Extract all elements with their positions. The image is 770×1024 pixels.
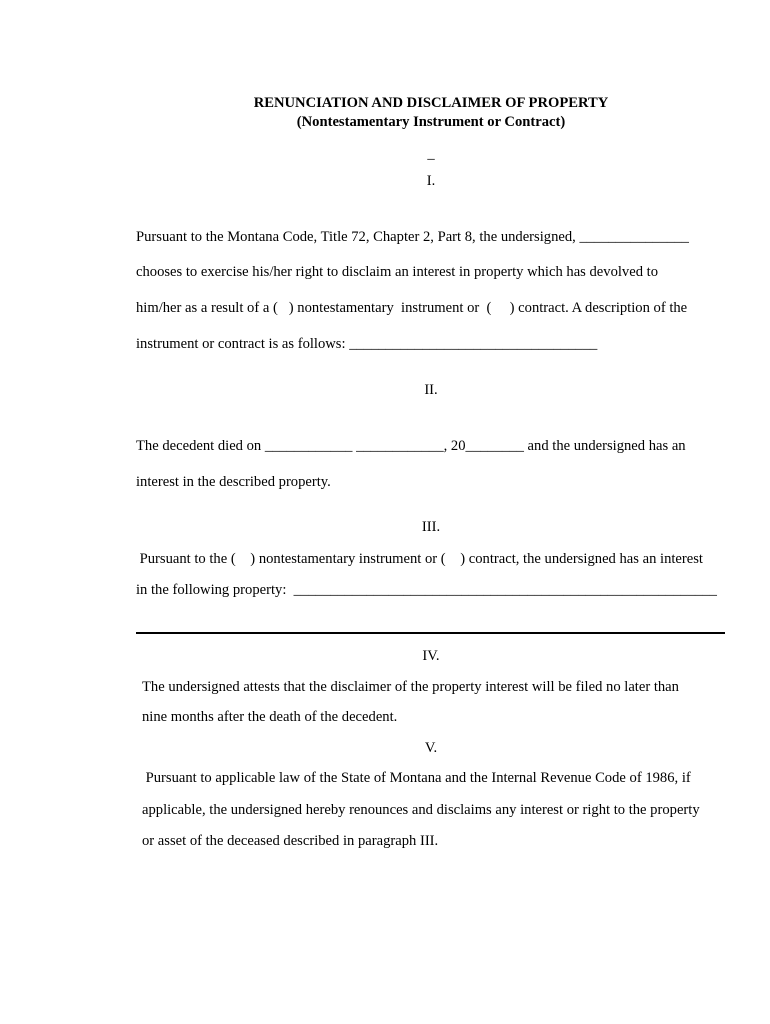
section-heading-3: III.: [421, 519, 441, 535]
section-5-line: applicable, the undersigned hereby renounces and disclaims any interest or right to the property: [142, 802, 700, 818]
title-dash: _: [427, 146, 435, 162]
section-5-line: Pursuant to applicable law of the State of Montana and the Internal Revenue Code of 1986, if: [142, 770, 691, 786]
section-heading-4: IV.: [422, 648, 440, 664]
section-heading-5: V.: [424, 740, 438, 756]
section-1-line: instrument or contract is as follows: __________________________________: [136, 336, 598, 352]
section-1-line: chooses to exercise his/her right to disclaim an interest in property which has devolved to: [136, 264, 658, 280]
document-subtitle: (Nontestamentary Instrument or Contract): [296, 114, 566, 130]
section-2-line: The decedent died on ____________ ____________, 20________ and the undersigned has an: [136, 438, 686, 454]
horizontal-rule: [136, 632, 725, 634]
section-1-line: Pursuant to the Montana Code, Title 72, Chapter 2, Part 8, the undersigned, _______________: [136, 229, 689, 245]
section-heading-2: II.: [424, 382, 438, 398]
section-2-line: interest in the described property.: [136, 474, 331, 490]
section-3-line: in the following property: __________________________________________________________: [136, 582, 717, 598]
section-3-line: Pursuant to the ( ) nontestamentary instrument or ( ) contract, the undersigned has an interest: [136, 551, 703, 567]
section-1-line: him/her as a result of a ( ) nontestamentary instrument or ( ) contract. A description of the: [136, 300, 688, 316]
section-heading-1: I.: [426, 173, 436, 189]
section-4-line: nine months after the death of the decedent.: [142, 709, 398, 725]
document-title: RENUNCIATION AND DISCLAIMER OF PROPERTY: [253, 95, 609, 111]
section-4-line: The undersigned attests that the disclaimer of the property interest will be filed no later than: [142, 679, 679, 695]
section-5-line: or asset of the deceased described in paragraph III.: [142, 833, 439, 849]
